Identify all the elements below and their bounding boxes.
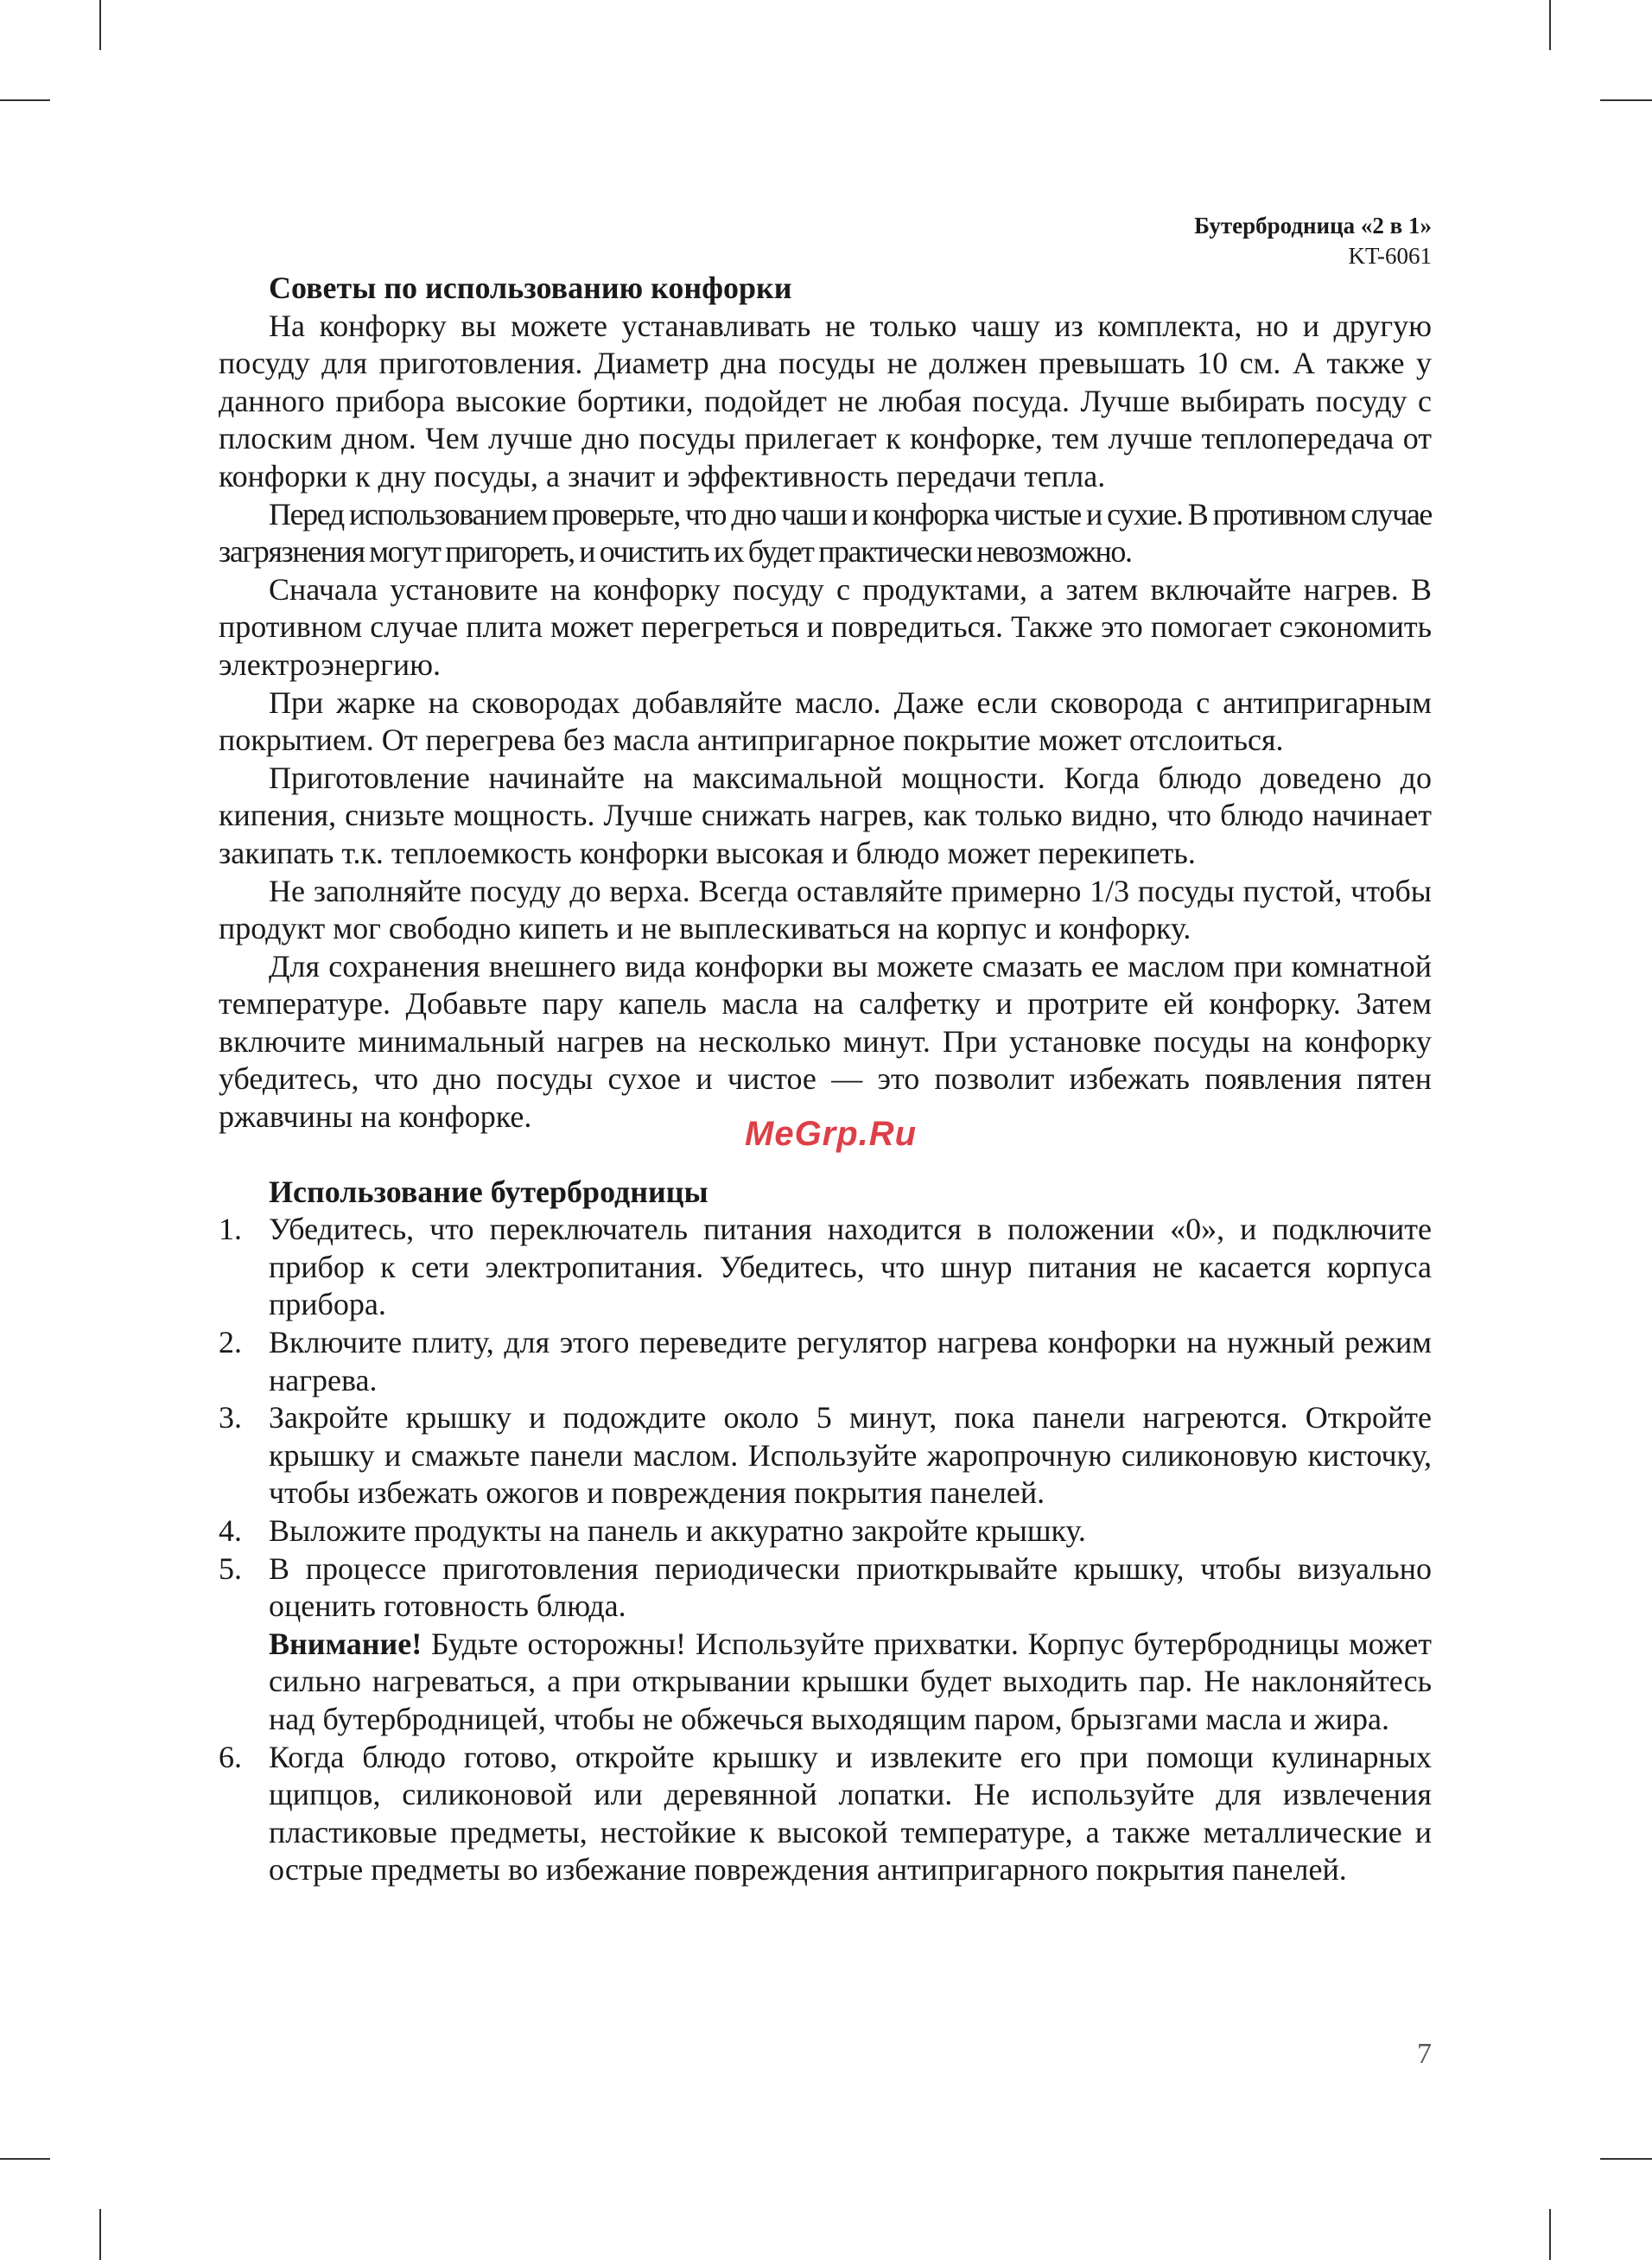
crop-mark-bottom-right-h: [1600, 2158, 1652, 2160]
crop-mark-top-right-h: [1600, 99, 1652, 101]
burner-tip-paragraph: Сначала установите на конфорку посуду с продуктами, а затем включайте нагрев. В противном случае плита может перегреться и повредиться. Также это помогает сэкономить электроэнергию.: [219, 571, 1432, 682]
running-header: [1194, 211, 1432, 271]
usage-steps-list: [219, 1211, 1432, 1889]
list-item: [219, 1399, 1432, 1512]
list-item-number: 5.: [219, 1550, 242, 1586]
warning-label: Внимание!: [269, 1626, 423, 1661]
warning-text: Будьте осторожны! Используйте прихватки. Корпус бутербродницы может сильно нагреваться, а при открывании крышки будет выходить пар. Не наклоняйтесь над бутербродницей, чтобы не обжечься выходящим паром, брызгами масла и жира.: [269, 1626, 1432, 1736]
list-item-text: Убедитесь, что переключатель питания находится в положении «0», и подключите прибор к сети электропитания. Убедитесь, что шнур питания не касается корпуса прибора.: [269, 1212, 1432, 1322]
burner-tip-paragraph: На конфорку вы можете устанавливать не только чашу из комплекта, но и другую посуду для приготовления. Диаметр дна посуды не должен превышать 10 см. А также у данного прибора высокие бортики, подойдет не любая посуда. Лучше выбирать посуду с плоским дном. Чем лучше дно посуды прилегает к конфорке, тем лучше теплопередача от конфорки к дну посуды, а значит и эффективность передачи тепла.: [219, 308, 1432, 493]
list-item: [219, 1739, 1432, 1889]
section-title-burner-tips: Советы по использованию конфорки: [269, 271, 792, 305]
list-item-text: В процессе приготовления периодически приоткрывайте крышку, чтобы визуально оценить готовность блюда.: [269, 1550, 1432, 1624]
list-item-number: 3.: [219, 1400, 242, 1436]
list-item: [219, 1324, 1432, 1399]
list-item-number: 2.: [219, 1325, 242, 1360]
list-item-text: Закройте крышку и подождите около 5 минут, пока панели нагреются. Откройте крышку и смажьте панели маслом. Используйте жаропрочную силиконовую кисточку, чтобы избежать ожогов и повреждения покрытия панелей.: [269, 1400, 1432, 1511]
warning-note: [269, 1626, 1432, 1739]
list-item-text: Когда блюдо готово, откройте крышку и извлеките его при помощи кулинарных щипцов, силиконовой или деревянной лопатки. Не используйте для извлечения пластиковые предметы, нестойкие к высокой температуре, а также металлические и острые предметы во избежание повреждения антипригарного покрытия панелей.: [269, 1739, 1432, 1888]
header-product-name: Бутербродница «2 в 1»: [1194, 213, 1432, 239]
burner-tip-paragraph: Не заполняйте посуду до верха. Всегда оставляйте примерно 1/3 посуды пустой, чтобы продукт мог свободно кипеть и не выплескиваться на корпус и конфорку.: [219, 873, 1432, 946]
header-model-number: KT-6061: [1348, 243, 1432, 269]
burner-tip-paragraph: Приготовление начинайте на максимальной мощности. Когда блюдо доведено до кипения, снизьте мощность. Лучше снижать нагрев, как только видно, что блюдо начинает закипать т.к. теплоемкость конфорки высокая и блюдо может перекипеть.: [219, 760, 1432, 870]
list-item: [219, 1211, 1432, 1324]
crop-mark-top-right: [1549, 0, 1551, 50]
crop-mark-top-left: [99, 0, 101, 50]
burner-tip-paragraph: При жарке на сковородах добавляйте масло. Даже если сковорода с антипригарным покрытием. От перегрева без масла антипригарное покрытие может отслоиться.: [219, 684, 1432, 758]
list-item-text: Выложите продукты на панель и аккуратно закройте крышку.: [269, 1513, 1086, 1548]
section-title-sandwich-maker-usage: Использование бутербродницы: [269, 1174, 708, 1209]
list-item-number: 1.: [219, 1212, 242, 1247]
list-item-text: Включите плиту, для этого переведите регулятор нагрева конфорки на нужный режим нагрева.: [269, 1325, 1432, 1397]
watermark-logo: MeGrp.Ru: [745, 1115, 918, 1153]
page-number: 7: [1417, 2038, 1432, 2070]
burner-tip-paragraph: Для сохранения внешнего вида конфорки вы можете смазать ее маслом при комнатной температуре. Добавьте пару капель масла на салфетку и протрите ей конфорку. Затем включите минимальный нагрев на несколько минут. При установке посуды на конфорку убедитесь, что дно посуды сухое и чистое — это позволит избежать появления пятен ржавчины на конфорке.: [219, 948, 1432, 1135]
list-item: [219, 1550, 1432, 1739]
crop-mark-top-left-h: [0, 99, 50, 101]
crop-mark-bottom-left: [99, 2209, 101, 2260]
crop-mark-bottom-left-h: [0, 2158, 50, 2160]
list-item: [219, 1512, 1432, 1550]
list-item-number: 6.: [219, 1739, 242, 1774]
crop-mark-bottom-right: [1549, 2209, 1551, 2260]
burner-tip-paragraph: Перед использованием проверьте, что дно чаши и конфорка чистые и сухие. В противном случае загрязнения могут пригореть, и очистить их будет практически невозможно.: [219, 496, 1432, 570]
list-item-number: 4.: [219, 1513, 242, 1548]
page-content: [219, 270, 1432, 1889]
